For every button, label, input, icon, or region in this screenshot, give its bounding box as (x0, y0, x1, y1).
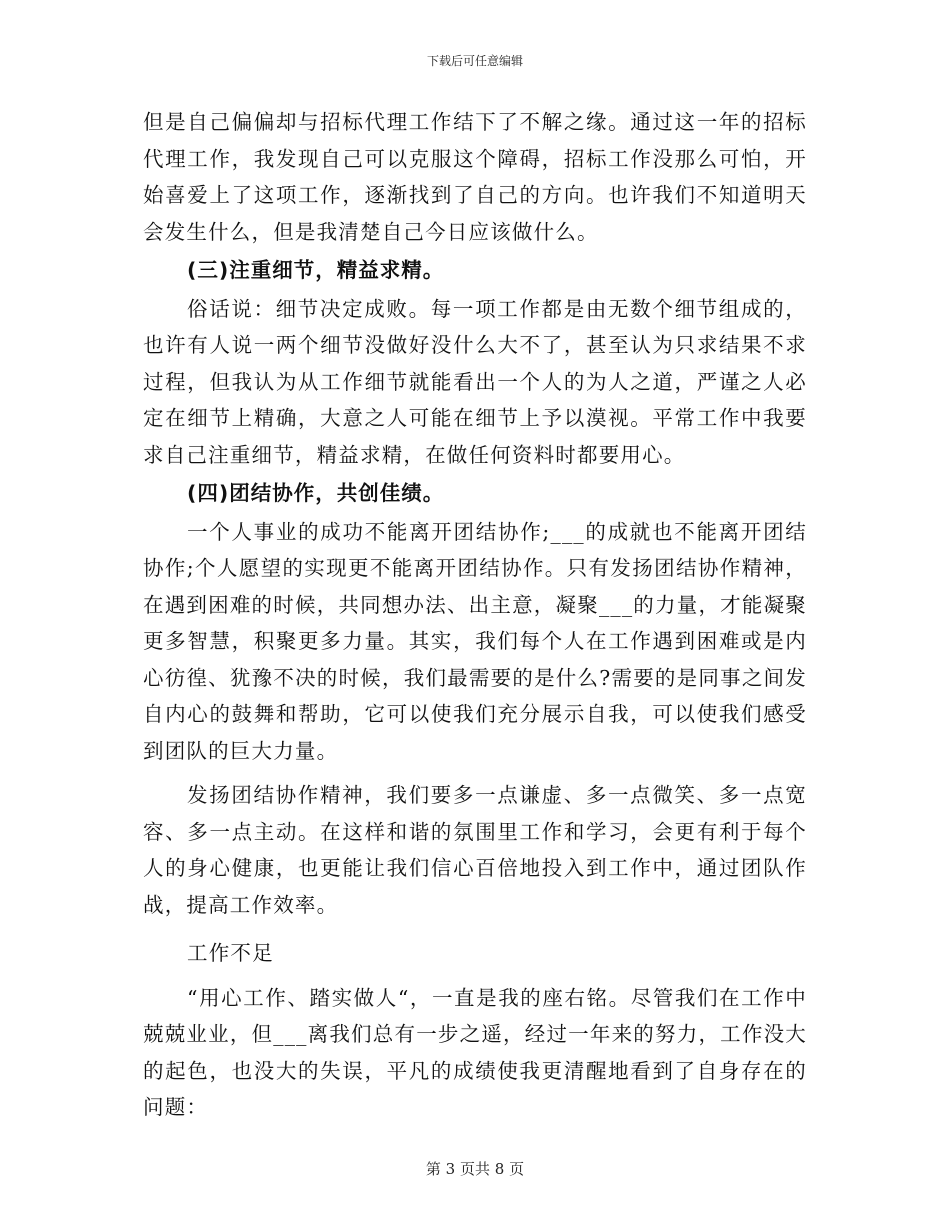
section-heading-teamwork: (四)团结协作，共创佳绩。 (187, 481, 445, 505)
paragraph-details: 俗话说：细节决定成败。每一项工作都是由无数个细节组成的，也许有人说一两个细节没做好没什么大不了，甚至认为只求结果不求过程，但我认为从工作细节就能看出一个人的为人之道，严谨之人必定在细节上精确，大意之人可能在细节上予以漠视。平常工作中我要求自己注重细节，精益求精，在做任何资料时都要用心。 (143, 296, 807, 467)
page-footer: 第 3 页共 8 页 (425, 1160, 525, 1178)
page-header: 下载后可任意编辑 (426, 54, 523, 68)
section-heading-attention-to-detail: (三)注重细节，精益求精。 (187, 258, 445, 282)
section-heading-shortcomings: 工作不足 (187, 941, 274, 965)
paragraph-teamwork: 一个人事业的成功不能离开团结协作;___的成就也不能离开团结协作;个人愿望的实现更不能离开团结协作。只有发扬团结协作精神，在遇到困难的时候，共同想办法、出主意，凝聚___的力量，才能凝聚更多智慧，积聚更多力量。其实，我们每个人在工作遇到困难或是内心彷徨、犹豫不决的时候，我们最需要的是什么?需要的是同事之间发自内心的鼓舞和帮助，它可以使我们充分展示自我，可以使我们感受到团队的巨大力量。 (143, 519, 807, 763)
paragraph-continuation: 但是自己偏偏却与招标代理工作结下了不解之缘。通过这一年的招标代理工作，我发现自己可以克服这个障碍，招标工作没那么可怕，开始喜爱上了这项工作，逐渐找到了自己的方向。也许我们不知道明天会发生什么，但是我清楚自己今日应该做什么。 (143, 110, 807, 244)
paragraph-team-spirit: 发扬团结协作精神，我们要多一点谦虚、多一点微笑、多一点宽容、多一点主动。在这样和谐的氛围里工作和学习，会更有利于每个人的身心健康，也更能让我们信心百倍地投入到工作中，通过团队作战，提高工作效率。 (143, 783, 807, 917)
paragraph-shortcomings: “用心工作、踏实做人“，一直是我的座右铭。尽管我们在工作中兢兢业业，但___离我们总有一步之遥，经过一年来的努力，工作没大的起色，也没大的失误，平凡的成绩使我更清醒地看到了自身存在的问题： (143, 985, 807, 1119)
document-body (143, 104, 807, 1126)
